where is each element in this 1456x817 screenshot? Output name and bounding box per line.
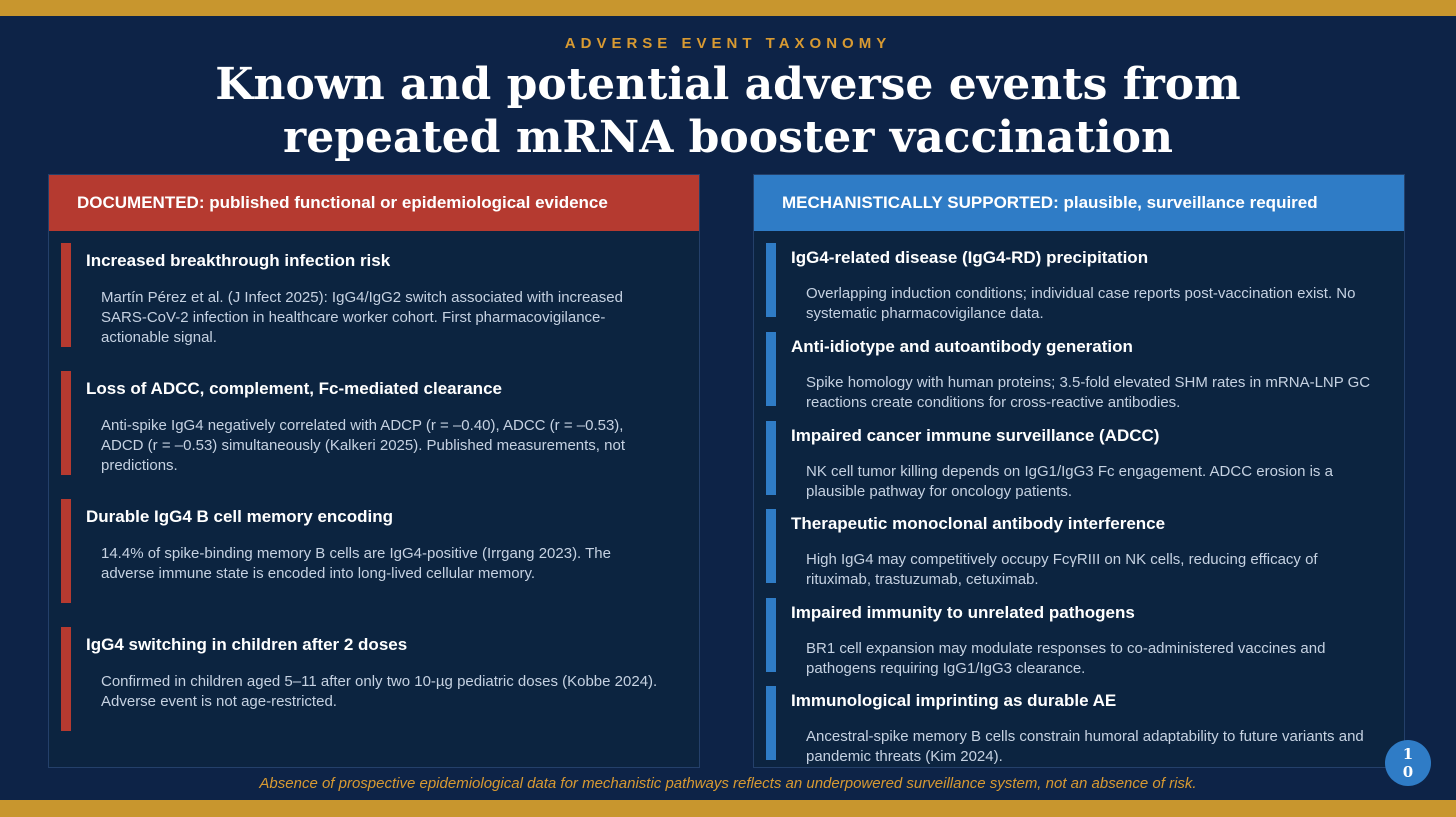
- red-accent-bar: [61, 243, 71, 347]
- item-title: Therapeutic monoclonal antibody interference: [791, 514, 1166, 533]
- blue-accent-bar: [766, 598, 776, 672]
- page-number-badge: 10: [1385, 740, 1431, 786]
- item-title: Impaired immunity to unrelated pathogens: [791, 603, 1135, 622]
- item-title: IgG4-related disease (IgG4-RD) precipitation: [791, 248, 1149, 267]
- item-body: Spike homology with human proteins; 3.5-fold elevated SHM rates in mRNA-LNP GC reactions create conditions for cross-reactive antibodies.: [806, 374, 1371, 411]
- mechanistic-panel: [753, 174, 1405, 768]
- item-title: Increased breakthrough infection risk: [86, 251, 391, 270]
- blue-accent-bar: [766, 509, 776, 583]
- item-body: High IgG4 may competitively occupy FcγRIII on NK cells, reducing efficacy of rituximab, trastuzumab, cetuximab.: [806, 551, 1318, 588]
- bottom-gold-bar: [0, 800, 1456, 817]
- item-title: Durable IgG4 B cell memory encoding: [86, 507, 394, 526]
- item-body: Overlapping induction conditions; individual case reports post-vaccination exist. No systematic pharmacovigilance data.: [806, 285, 1356, 322]
- slide-title: Known and potential adverse events from repeated mRNA booster vaccination: [215, 59, 1241, 163]
- blue-accent-bar: [766, 332, 776, 406]
- red-accent-bar: [61, 499, 71, 603]
- item-title: Anti-idiotype and autoantibody generation: [791, 337, 1133, 356]
- item-body: Anti-spike IgG4 negatively correlated with ADCP (r = –0.40), ADCC (r = –0.53), ADCD (r = –0.53) simultaneously (Kalkeri 2025). Published measurements, not predictions.: [101, 417, 625, 474]
- item-title: Impaired cancer immune surveillance (ADCC): [791, 426, 1160, 445]
- blue-accent-bar: [766, 243, 776, 317]
- item-body: NK cell tumor killing depends on IgG1/IgG3 Fc engagement. ADCC erosion is a plausible pathway for oncology patients.: [806, 463, 1333, 500]
- item-title: Immunological imprinting as durable AE: [791, 691, 1117, 710]
- red-accent-bar: [61, 627, 71, 731]
- item-body: 14.4% of spike-binding memory B cells are IgG4-positive (Irrgang 2023). The adverse immune state is encoded into long-lived cellular memory.: [101, 545, 611, 582]
- item-title: Loss of ADCC, complement, Fc-mediated clearance: [86, 379, 502, 398]
- top-gold-bar: [0, 0, 1456, 16]
- section-eyebrow: ADVERSE EVENT TAXONOMY: [564, 35, 892, 52]
- blue-accent-bar: [766, 421, 776, 495]
- item-body: Martín Pérez et al. (J Infect 2025): IgG4/IgG2 switch associated with increased SARS-CoV-2 infection in healthcare worker cohort. First pharmacovigilance-actionable signal.: [101, 289, 623, 346]
- footer-note: Absence of prospective epidemiological data for mechanistic pathways reflects an underpowered surveillance system, not an absence of risk.: [259, 775, 1197, 792]
- documented-panel-header: DOCUMENTED: published functional or epidemiological evidence: [49, 175, 699, 231]
- item-body: BR1 cell expansion may modulate responses to co-administered vaccines and pathogens requiring IgG1/IgG3 clearance.: [806, 640, 1326, 677]
- red-accent-bar: [61, 371, 71, 475]
- documented-panel: [48, 174, 700, 768]
- blue-accent-bar: [766, 686, 776, 760]
- item-body: Confirmed in children aged 5–11 after only two 10-µg pediatric doses (Kobbe 2024). Adverse event is not age-restricted.: [101, 673, 658, 710]
- item-body: Ancestral-spike memory B cells constrain humoral adaptability to future variants and pandemic threats (Kim 2024).: [806, 728, 1364, 765]
- mechanistic-panel-header: MECHANISTICALLY SUPPORTED: plausible, surveillance required: [754, 175, 1404, 231]
- item-title: IgG4 switching in children after 2 doses: [86, 635, 408, 654]
